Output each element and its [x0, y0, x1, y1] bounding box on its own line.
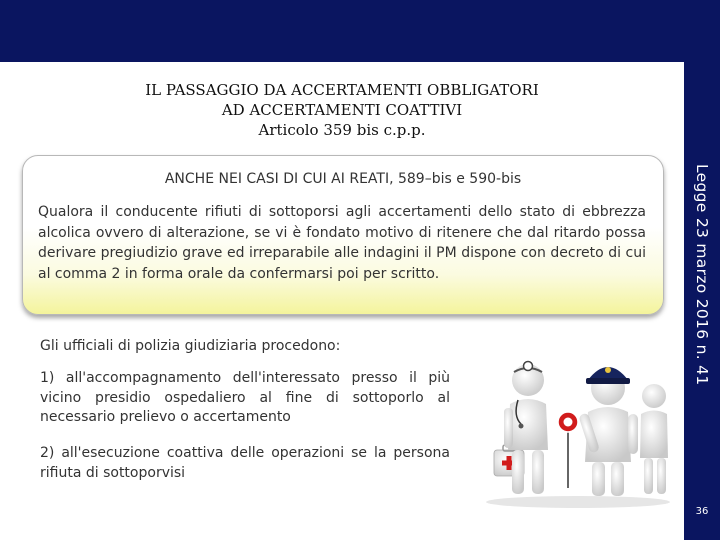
police-figure-icon [578, 367, 638, 496]
slide-title [40, 80, 644, 140]
doctor-police-illustration [478, 350, 678, 510]
list-item-1: 1) all'accompagnamento dell'interessato presso il più vicino presidio ospedaliero al fine di sottoporlo al necessario prelievo o accertamento [40, 370, 450, 425]
list-item-2: 2) all'esecuzione coattiva delle operazioni se la persona rifiuta di sottoporvisi [40, 445, 450, 481]
side-label [684, 140, 720, 410]
box-heading: ANCHE NEI CASI DI CUI AI REATI, 589–bis e 590-bis [164, 171, 522, 187]
intro-text: Gli ufficiali di polizia giudiziaria procedono: [40, 338, 341, 354]
title-line-1: IL PASSAGGIO DA ACCERTAMENTI OBBLIGATORI [145, 81, 539, 99]
traffic-paddle-icon [558, 412, 578, 488]
title-line-2: AD ACCERTAMENTI COATTIVI [221, 101, 463, 119]
top-banner [0, 0, 720, 62]
box-body: Qualora il conducente rifiuti di sottoporsi agli accertamenti dello stato di ebbrezza alcolica ovvero di alterazione, se vi è fondato motivo di ritenere che dal ritardo possa derivare pregiudizio grave ed irreparabile alle indagini il PM dispone con decreto di cui al comma 2 in forma orale da confermarsi poi per scritto. [38, 204, 646, 282]
page-number: 36 [695, 506, 709, 517]
title-line-3: Articolo 359 bis c.p.p. [258, 121, 426, 139]
highlight-box [22, 155, 664, 315]
side-label-text: Legge 23 marzo 2016 n. 41 [693, 164, 711, 386]
person-figure-icon [640, 384, 668, 494]
